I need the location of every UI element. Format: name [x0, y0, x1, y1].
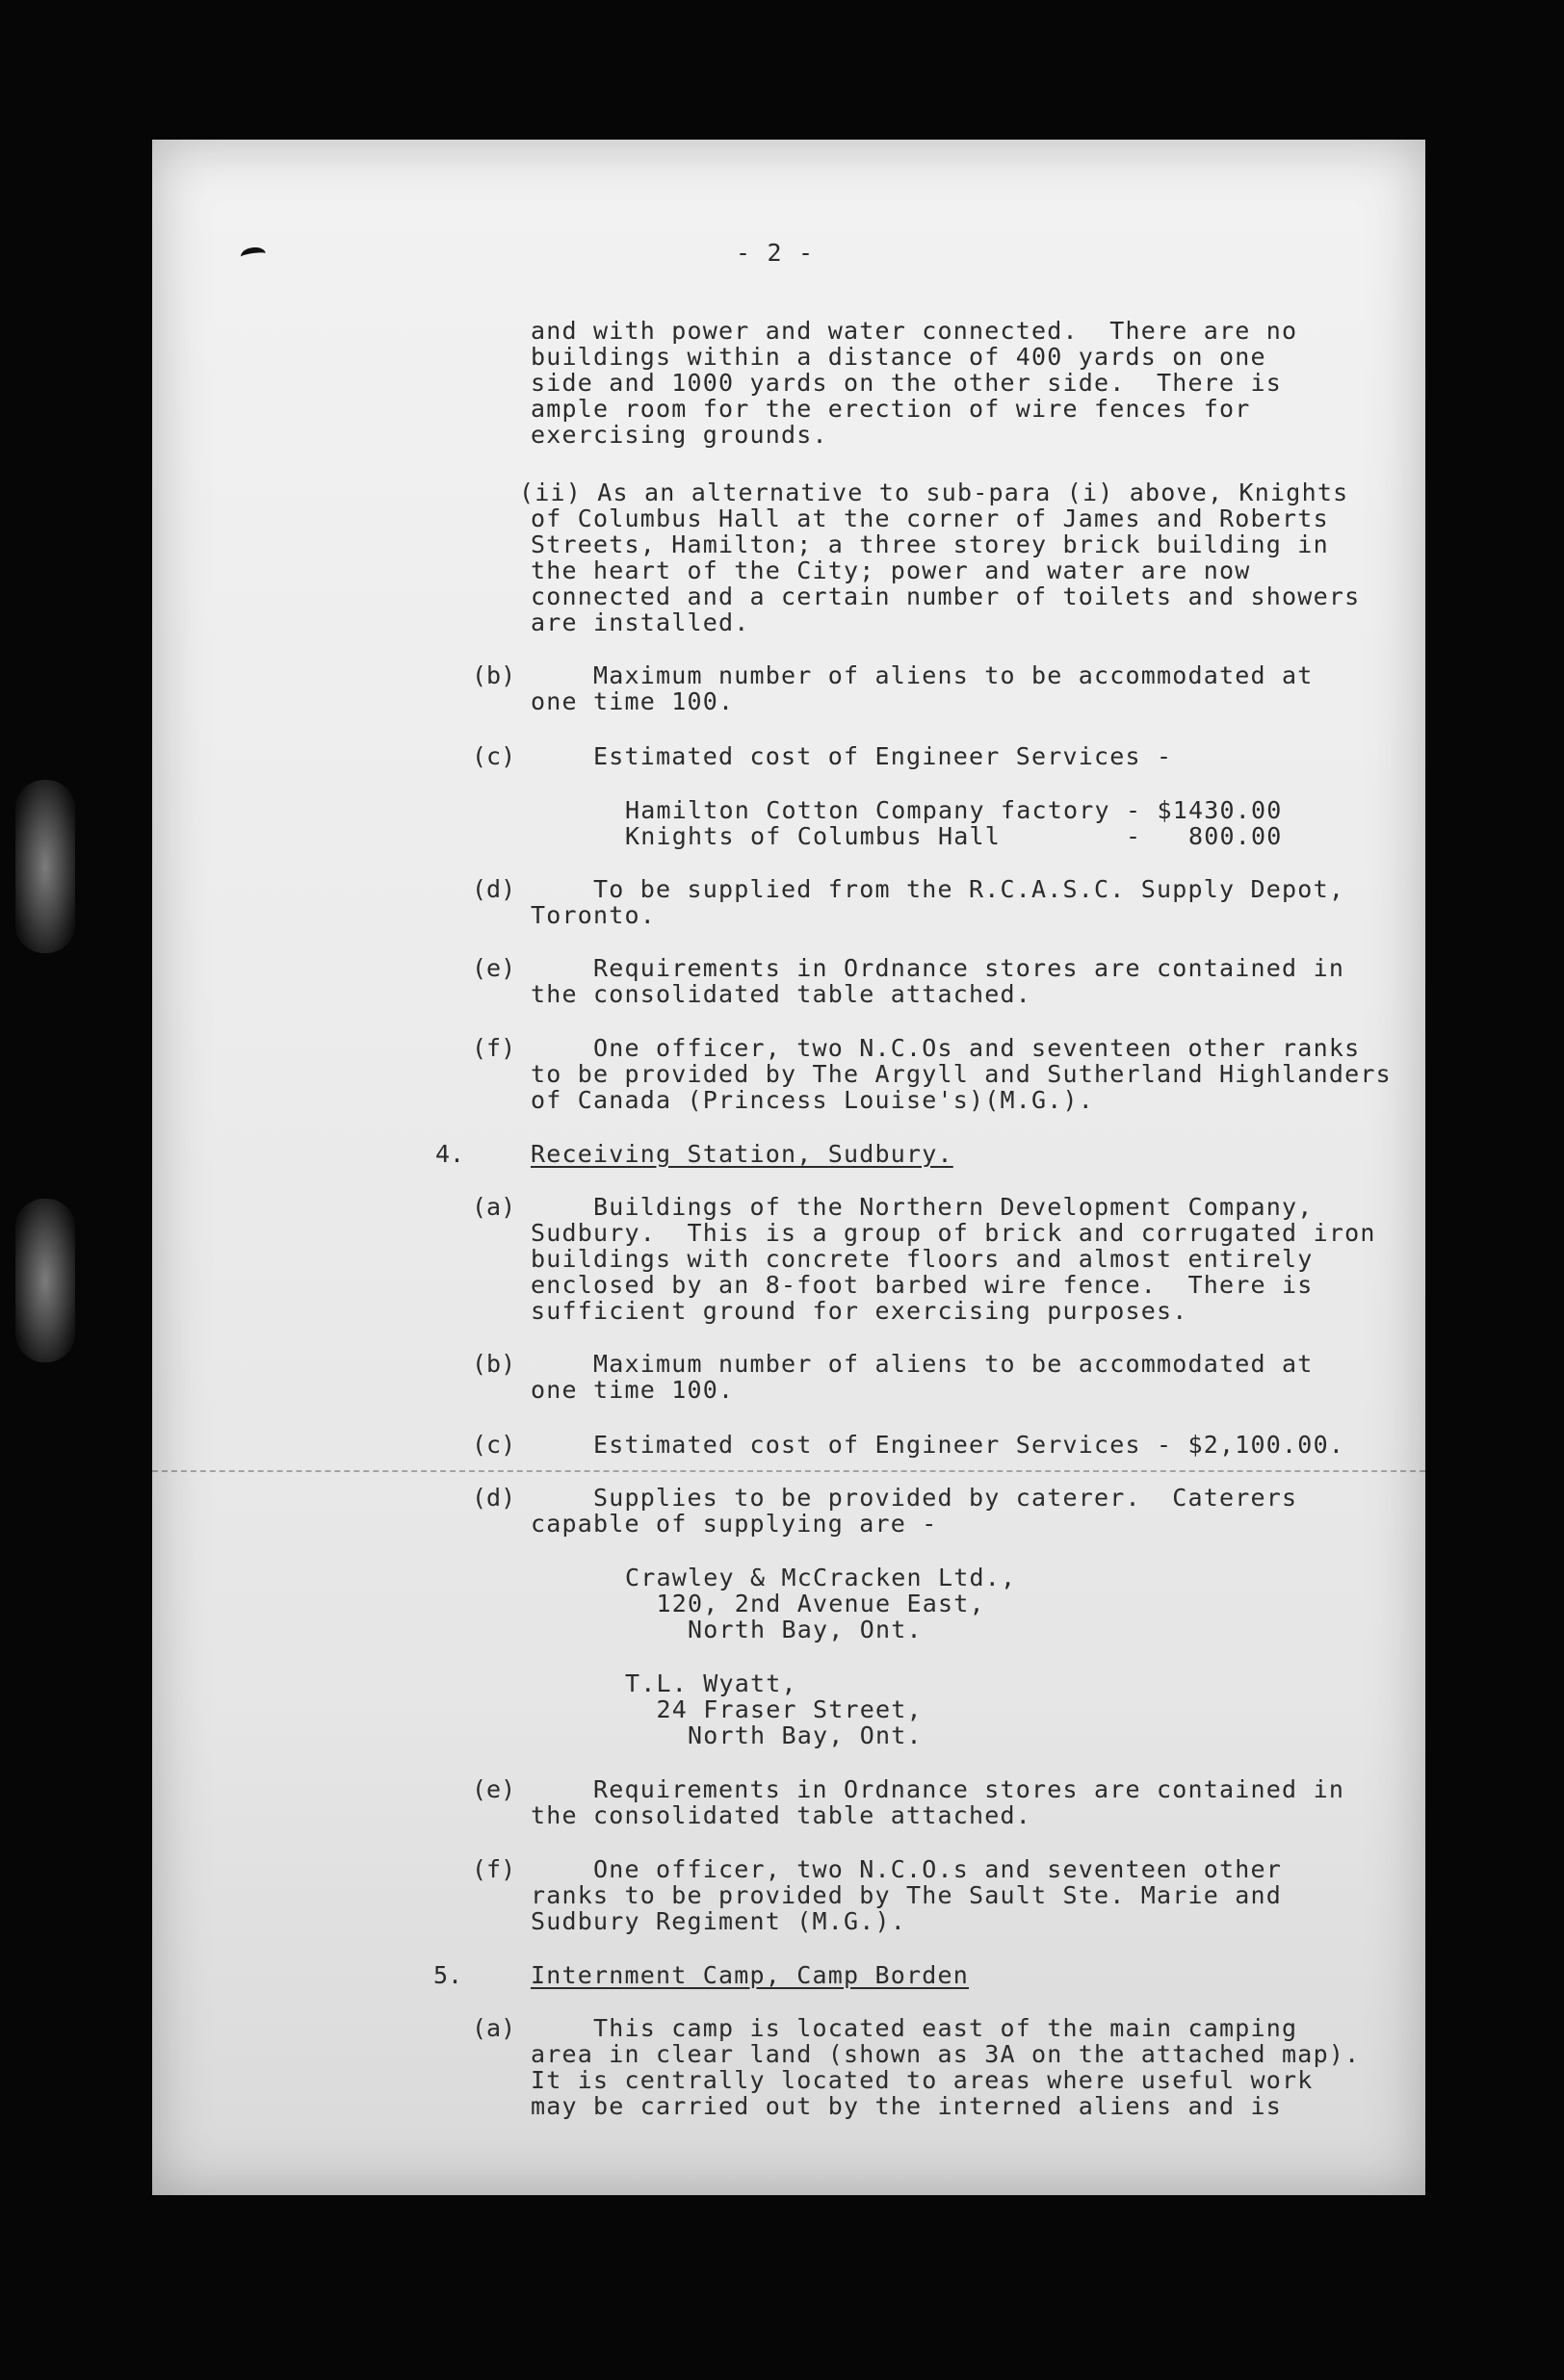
address-line: North Bay, Ont.: [625, 1721, 923, 1749]
ink-mark: [240, 246, 267, 264]
text-line: To be supplied from the R.C.A.S.C. Supply Depot,: [531, 875, 1345, 903]
text-line: Maximum number of aliens to be accommodated at: [531, 1350, 1314, 1378]
text-line: area in clear land (shown as 3A on the attached map).: [531, 2040, 1361, 2068]
text-line: exercising grounds.: [531, 421, 828, 449]
page-number: - 2 -: [736, 239, 815, 267]
para-label: (d): [472, 875, 516, 903]
text-line: (ii) As an alternative to sub-para (i) above, Knights: [519, 479, 1349, 506]
text-line: Estimated cost of Engineer Services - $2,100.00.: [531, 1431, 1345, 1459]
section-number: 4.: [435, 1140, 465, 1168]
text-line: Streets, Hamilton; a three storey brick building in: [531, 530, 1329, 558]
fold-line: [152, 1470, 1425, 1472]
text-line: the heart of the City; power and water are now: [531, 556, 1251, 584]
para-label: (d): [472, 1484, 516, 1512]
text-line: side and 1000 yards on the other side. There is: [531, 369, 1283, 397]
address-line: Crawley & McCracken Ltd.,: [625, 1564, 1017, 1591]
text-line: to be provided by The Argyll and Sutherland Highlanders: [531, 1060, 1392, 1088]
text-line: one time 100.: [531, 1376, 735, 1404]
text-line: Maximum number of aliens to be accommodated at: [531, 661, 1314, 689]
para-label: (f): [472, 1034, 516, 1062]
text-line: buildings with concrete floors and almost entirely: [531, 1245, 1314, 1273]
text-line: the consolidated table attached.: [531, 1801, 1032, 1829]
text-line: Toronto.: [531, 901, 657, 929]
para-label: (f): [472, 1855, 516, 1883]
text-line: enclosed by an 8-foot barbed wire fence. There is: [531, 1271, 1314, 1299]
scanner-glare: [15, 780, 75, 953]
address-line: 120, 2nd Avenue East,: [625, 1590, 985, 1617]
cost-line: Knights of Columbus Hall - 800.00: [625, 822, 1283, 850]
section-heading: Receiving Station, Sudbury.: [531, 1140, 953, 1168]
para-label: (c): [472, 742, 516, 770]
text-line: the consolidated table attached.: [531, 980, 1032, 1008]
scanner-glare: [15, 1199, 75, 1362]
text-line: Supplies to be provided by caterer. Caterers: [531, 1484, 1298, 1512]
text-line: are installed.: [531, 608, 750, 636]
text-line: capable of supplying are -: [531, 1510, 938, 1538]
para-label: (a): [472, 1193, 516, 1221]
cost-line: Hamilton Cotton Company factory - $1430.00: [625, 796, 1283, 824]
para-label: (a): [472, 2014, 516, 2042]
text-line: may be carried out by the interned aliens and is: [531, 2092, 1283, 2120]
text-line: connected and a certain number of toilets and showers: [531, 582, 1361, 610]
address-line: North Bay, Ont.: [625, 1616, 923, 1643]
text-line: sufficient ground for exercising purposes.: [531, 1297, 1188, 1325]
text-line: of Canada (Princess Louise's)(M.G.).: [531, 1086, 1095, 1114]
text-line: Requirements in Ordnance stores are contained in: [531, 1775, 1345, 1803]
para-label: (b): [472, 661, 516, 689]
text-line: ranks to be provided by The Sault Ste. Marie and: [531, 1881, 1283, 1909]
para-label: (b): [472, 1350, 516, 1378]
para-label: (c): [472, 1431, 516, 1459]
text-line: Sudbury Regiment (M.G.).: [531, 1907, 907, 1935]
para-label: (e): [472, 954, 516, 982]
text-line: of Columbus Hall at the corner of James and Roberts: [531, 504, 1329, 532]
text-line: ample room for the erection of wire fences for: [531, 395, 1251, 423]
section-heading: Internment Camp, Camp Borden: [531, 1961, 970, 1989]
text-line: One officer, two N.C.Os and seventeen other ranks: [531, 1034, 1361, 1062]
address-line: 24 Fraser Street,: [625, 1695, 923, 1723]
text-line: buildings within a distance of 400 yards on one: [531, 343, 1266, 371]
text-line: and with power and water connected. There are no: [531, 317, 1298, 345]
text-line: Buildings of the Northern Development Company,: [531, 1193, 1314, 1221]
text-line: It is centrally located to areas where useful work: [531, 2066, 1314, 2094]
text-line: One officer, two N.C.O.s and seventeen other: [531, 1855, 1283, 1883]
section-number: 5.: [433, 1961, 463, 1989]
para-label: (e): [472, 1775, 516, 1803]
text-line: Requirements in Ordnance stores are contained in: [531, 954, 1345, 982]
text-line: Sudbury. This is a group of brick and corrugated iron: [531, 1219, 1376, 1247]
text-line: Estimated cost of Engineer Services -: [531, 742, 1173, 770]
document-page: [152, 140, 1425, 2195]
text-line: one time 100.: [531, 687, 735, 715]
text-line: This camp is located east of the main camping: [531, 2014, 1298, 2042]
address-line: T.L. Wyatt,: [625, 1669, 797, 1697]
